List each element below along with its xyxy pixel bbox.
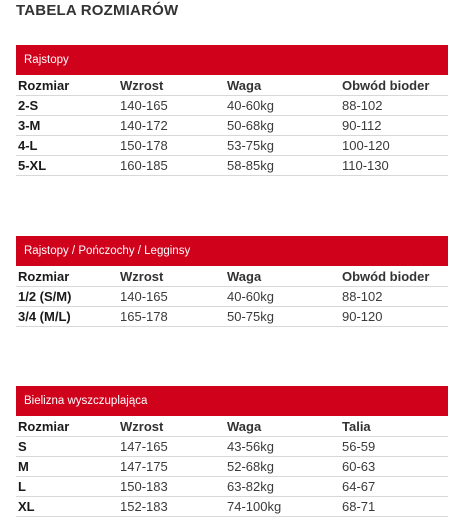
table-cell: 88-102 bbox=[342, 98, 383, 113]
column-header: Waga bbox=[227, 418, 262, 434]
size-table-rajstopy-ponczochy-legginsy bbox=[16, 236, 448, 327]
table-row bbox=[16, 96, 448, 116]
column-header: Rozmiar bbox=[18, 77, 70, 93]
table-cell: 90-120 bbox=[342, 309, 383, 324]
table-row bbox=[16, 457, 448, 477]
table-cell: 3-M bbox=[18, 118, 41, 133]
column-header: Rozmiar bbox=[18, 268, 70, 284]
table-cell: 3/4 (M/L) bbox=[18, 309, 71, 324]
column-header: Obwód bioder bbox=[342, 77, 430, 93]
table-row bbox=[16, 437, 448, 457]
table-cell: 40-60kg bbox=[227, 98, 274, 113]
table-cell: 140-165 bbox=[120, 289, 168, 304]
table-column-headers bbox=[16, 75, 448, 96]
table-column-headers bbox=[16, 416, 448, 437]
page-title: TABELA ROZMIARÓW bbox=[16, 2, 179, 19]
table-row bbox=[16, 136, 448, 156]
table-cell: 64-67 bbox=[342, 479, 376, 494]
table-cell: 90-112 bbox=[342, 118, 382, 133]
table-cell: 150-183 bbox=[120, 479, 168, 494]
table-cell: 100-120 bbox=[342, 138, 390, 153]
table-cell: 150-178 bbox=[120, 138, 168, 153]
table-cell: 50-75kg bbox=[227, 309, 274, 324]
table-cell: 60-63 bbox=[342, 459, 376, 474]
table-cell: 50-68kg bbox=[227, 118, 274, 133]
table-row bbox=[16, 307, 448, 327]
table-cell: 147-165 bbox=[120, 439, 168, 454]
table-cell: 2-S bbox=[18, 98, 39, 113]
column-header: Wzrost bbox=[120, 77, 164, 93]
size-table-bielizna-wyszczuplajaca bbox=[16, 386, 448, 517]
table-row bbox=[16, 287, 448, 307]
table-row bbox=[16, 477, 448, 497]
table-cell: 56-59 bbox=[342, 439, 376, 454]
table-cell: 43-56kg bbox=[227, 439, 274, 454]
table-cell: 68-71 bbox=[342, 499, 376, 514]
table-cell: 63-82kg bbox=[227, 479, 274, 494]
column-header: Obwód bioder bbox=[342, 268, 430, 284]
table-cell: M bbox=[18, 459, 29, 474]
column-header: Wzrost bbox=[120, 418, 164, 434]
table-cell: 160-185 bbox=[120, 158, 168, 173]
table-cell: 40-60kg bbox=[227, 289, 274, 304]
table-cell: 4-L bbox=[18, 138, 38, 153]
table-cell: 140-172 bbox=[120, 118, 168, 133]
table-cell: 53-75kg bbox=[227, 138, 274, 153]
table-cell: XL bbox=[18, 499, 35, 514]
table-cell: 74-100kg bbox=[227, 499, 282, 514]
column-header: Wzrost bbox=[120, 268, 164, 284]
table-cell: S bbox=[18, 439, 27, 454]
table-cell: 58-85kg bbox=[227, 158, 274, 173]
table-cell: 110-130 bbox=[342, 158, 389, 173]
column-header: Talia bbox=[342, 418, 371, 434]
table-cell: 5-XL bbox=[18, 158, 47, 173]
table-cell: 147-175 bbox=[120, 459, 168, 474]
table-cell: L bbox=[18, 479, 26, 494]
table-cell: 140-165 bbox=[120, 98, 168, 113]
column-header: Waga bbox=[227, 268, 262, 284]
table-cell: 88-102 bbox=[342, 289, 383, 304]
table-header: Bielizna wyszczuplająca bbox=[16, 386, 448, 416]
table-header: Rajstopy / Pończochy / Legginsy bbox=[16, 236, 448, 266]
column-header: Rozmiar bbox=[18, 418, 70, 434]
table-cell: 152-183 bbox=[120, 499, 168, 514]
table-row bbox=[16, 116, 448, 136]
table-cell: 52-68kg bbox=[227, 459, 274, 474]
table-header: Rajstopy bbox=[16, 45, 448, 75]
table-column-headers bbox=[16, 266, 448, 287]
table-cell: 1/2 (S/M) bbox=[18, 289, 72, 304]
table-row bbox=[16, 156, 448, 176]
table-row bbox=[16, 497, 448, 517]
table-cell: 165-178 bbox=[120, 309, 168, 324]
size-table-rajstopy bbox=[16, 45, 448, 176]
column-header: Waga bbox=[227, 77, 262, 93]
